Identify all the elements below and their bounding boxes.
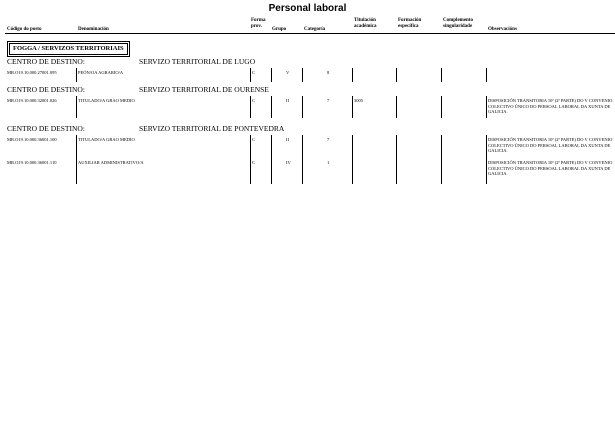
header-forma-prov-line2: prov.: [251, 24, 262, 29]
header-grupo: Grupo: [272, 27, 287, 32]
column-rule: [441, 96, 442, 118]
column-rule: [76, 135, 77, 184]
header-complemento: [443, 18, 473, 30]
cell-observacions: DISPOSICIÓN TRANSITORIA 10ª (2ª PARTE) DO V CONVENIO COLECTIVO ÚNICO DO PERSOAL LABORAL DA XUNTA DE GALICIA.: [488, 98, 613, 114]
cell-titulacion: 3005: [354, 98, 363, 103]
cell-grupo: II: [286, 137, 289, 142]
centro-label-lugo: CENTRO DE DESTINO:: [7, 57, 85, 66]
cell-denominacion: AUXILIAR ADMINISTRATIVO/A: [78, 160, 144, 165]
column-rule: [352, 135, 353, 184]
cell-denominacion: TITULADO/A GRAO MEDIO: [78, 137, 135, 142]
header-divider: [5, 33, 615, 34]
cell-categoria: 1: [327, 160, 330, 165]
cell-categoria: 7: [327, 137, 330, 142]
column-rule: [302, 68, 303, 82]
column-rule: [441, 135, 442, 184]
header-titulacion-line2: académica: [354, 24, 377, 29]
column-rule: [250, 96, 251, 118]
cell-codigo: MR.O19.10.000.27001.095: [7, 70, 57, 75]
column-rule: [486, 135, 487, 184]
header-complemento-line2: singularidade: [443, 24, 473, 29]
header-denominacion: Denominación: [78, 27, 109, 32]
centro-label-pontevedra: CENTRO DE DESTINO:: [7, 124, 85, 133]
header-categoria: Categoría: [304, 27, 326, 32]
header-formacion-line2: específica: [398, 24, 419, 29]
column-rule: [302, 135, 303, 184]
cell-forma: C: [252, 70, 256, 75]
cell-categoria: 8: [327, 70, 330, 75]
cell-forma: C: [252, 137, 256, 142]
column-rule: [441, 68, 442, 82]
cell-observacions: DISPOSICIÓN TRANSITORIA 10ª (2ª PARTE) DO V CONVENIO COLECTIVO ÚNICO DO PERSOAL LABORAL DA XUNTA DE GALICIA.: [488, 160, 613, 176]
column-rule: [486, 96, 487, 118]
page-title: Personal laboral: [268, 3, 347, 14]
section-box: [7, 41, 130, 57]
column-rule: [271, 96, 272, 118]
column-rule: [302, 96, 303, 118]
cell-grupo: II: [286, 98, 289, 103]
header-forma-prov: [251, 18, 265, 30]
column-rule: [486, 68, 487, 82]
column-rule: [396, 68, 397, 82]
cell-codigo: MR.O19.10.000.32001.026: [7, 98, 57, 103]
cell-denominacion: TITULADO/A GRAO MEDIO: [78, 98, 135, 103]
cell-codigo: MR.O19.10.000.36001.110: [7, 160, 57, 165]
header-complemento-line1: Complemento: [443, 18, 473, 23]
header-observacions: Observacións: [488, 27, 517, 32]
cell-codigo: MR.O19.10.000.36001.100: [7, 137, 57, 142]
centro-name-ourense: SERVIZO TERRITORIAL DE OURENSE: [139, 85, 269, 94]
column-rule: [396, 96, 397, 118]
cell-denominacion: PEÓN/OA AGRARIO/A: [78, 70, 124, 75]
header-formacion-line1: Formación: [398, 18, 422, 23]
header-codigo: Código do posto: [7, 27, 42, 32]
column-rule: [76, 68, 77, 82]
centro-name-lugo: SERVIZO TERRITORIAL DE LUGO: [139, 57, 256, 66]
header-formacion: [398, 18, 421, 30]
cell-grupo: V: [286, 70, 290, 75]
header-forma-prov-line1: Forma: [251, 18, 266, 23]
column-rule: [250, 68, 251, 82]
column-rule: [250, 135, 251, 184]
column-rule: [352, 96, 353, 118]
column-rule: [271, 135, 272, 184]
column-rule: [396, 135, 397, 184]
cell-grupo: IV: [286, 160, 291, 165]
column-rule: [76, 96, 77, 118]
header-titulacion-line1: Titulación: [354, 18, 376, 23]
cell-observacions: DISPOSICIÓN TRANSITORIA 10ª (2ª PARTE) DO V CONVENIO COLECTIVO ÚNICO DO PERSOAL LABORAL DA XUNTA DE GALICIA.: [488, 137, 613, 153]
centro-label-ourense: CENTRO DE DESTINO:: [7, 85, 85, 94]
column-rule: [271, 68, 272, 82]
cell-forma: C: [252, 98, 256, 103]
column-rule: [352, 68, 353, 82]
section-title: FOGGA / SERVIZOS TERRITORIAIS: [9, 43, 128, 55]
cell-categoria: 7: [327, 98, 330, 103]
cell-forma: C: [252, 160, 256, 165]
header-titulacion: [354, 18, 377, 30]
centro-name-pontevedra: SERVIZO TERRITORIAL DE PONTEVEDRA: [139, 124, 285, 133]
